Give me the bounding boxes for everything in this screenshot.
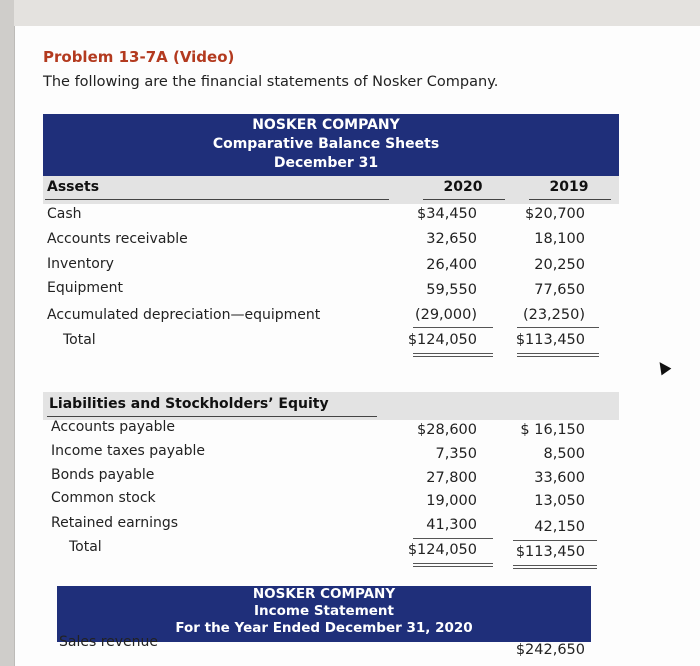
year-2019-header: 2019: [549, 179, 589, 195]
bs-company: NOSKER COMPANY: [252, 117, 400, 133]
liability-2020-value: 19,000: [426, 493, 477, 509]
asset-2020-value: $34,450: [417, 206, 477, 222]
liability-total-2019: $113,450: [515, 544, 585, 560]
year-2020-underline: [423, 199, 505, 200]
is-company: NOSKER COMPANY: [252, 586, 396, 602]
liability-2020-value: 41,300: [426, 517, 477, 533]
double-line-2020b: [413, 356, 493, 357]
asset-2019-value: 18,100: [534, 231, 585, 247]
asset-total-2020: $124,050: [407, 332, 477, 348]
subtotal-line-2019: [513, 540, 597, 541]
year-2020-header: 2020: [443, 179, 483, 195]
income-row-label: Sales revenue: [59, 634, 159, 650]
asset-2019-value: 77,650: [534, 282, 585, 298]
double-line-2019b: [517, 356, 599, 357]
liability-total-2020: $124,050: [407, 542, 477, 558]
problem-title: Problem 13-7A (Video): [43, 48, 235, 66]
asset-total-label: Total: [63, 332, 96, 348]
liabilities-header-row: [43, 392, 619, 420]
is-period: For the Year Ended December 31, 2020: [175, 620, 473, 636]
assets-header-row: [43, 176, 619, 204]
asset-2020-value: 32,650: [426, 231, 477, 247]
screen-bezel-left: [0, 0, 14, 666]
screen-bezel-top: [0, 0, 700, 26]
subtotal-line-2019: [517, 327, 599, 328]
asset-total-2019: $113,450: [515, 332, 585, 348]
asset-2019-value: 20,250: [534, 257, 585, 273]
liabilities-header-underline: [47, 416, 377, 417]
subtotal-line-2020: [413, 327, 493, 328]
asset-row-label: Accounts receivable: [47, 231, 188, 247]
liability-2019-value: 42,150: [534, 519, 585, 535]
asset-row-label: Cash: [47, 206, 82, 222]
double-line-2020b: [413, 566, 493, 567]
liability-row-label: Accounts payable: [51, 419, 175, 435]
liability-2019-value: 8,500: [543, 446, 585, 462]
asset-row-label: Accumulated depreciation—equipment: [47, 307, 321, 323]
bs-date: December 31: [273, 155, 379, 171]
double-line-2020: [413, 563, 493, 564]
double-line-2020: [413, 353, 493, 354]
liability-row-label: Income taxes payable: [51, 443, 205, 459]
liability-2019-value: 33,600: [534, 470, 585, 486]
double-line-2019: [513, 565, 597, 566]
double-line-2019b: [513, 568, 597, 569]
assets-header-underline: [45, 199, 389, 200]
liability-row-label: Common stock: [51, 490, 156, 506]
asset-2020-value: 26,400: [426, 257, 477, 273]
double-line-2019: [517, 353, 599, 354]
assets-header: Assets: [47, 179, 100, 195]
liability-row-label: Retained earnings: [51, 515, 179, 531]
is-title: Income Statement: [253, 603, 395, 619]
liability-2020-value: 7,350: [435, 446, 477, 462]
income-row-value: $242,650: [515, 642, 585, 658]
balance-sheet-banner: [43, 114, 619, 176]
bs-title: Comparative Balance Sheets: [212, 136, 440, 152]
asset-2020-value: (29,000): [414, 307, 477, 323]
year-2019-underline: [529, 199, 611, 200]
asset-row-label: Inventory: [47, 256, 114, 272]
liabilities-header: Liabilities and Stockholders’ Equity: [49, 396, 329, 412]
asset-row-label: Equipment: [47, 280, 123, 296]
liability-2020-value: $28,600: [417, 422, 477, 438]
subtotal-line-2020: [413, 538, 493, 539]
asset-2020-value: 59,550: [426, 282, 477, 298]
liability-2019-value: $ 16,150: [520, 422, 585, 438]
document-page: [14, 26, 700, 666]
problem-text: The following are the financial statements of Nosker Company.: [43, 74, 499, 90]
liability-total-label: Total: [69, 539, 102, 555]
asset-2019-value: $20,700: [525, 206, 585, 222]
asset-2019-value: (23,250): [522, 307, 585, 323]
liability-row-label: Bonds payable: [51, 467, 155, 483]
liability-2019-value: 13,050: [534, 493, 585, 509]
liability-2020-value: 27,800: [426, 470, 477, 486]
